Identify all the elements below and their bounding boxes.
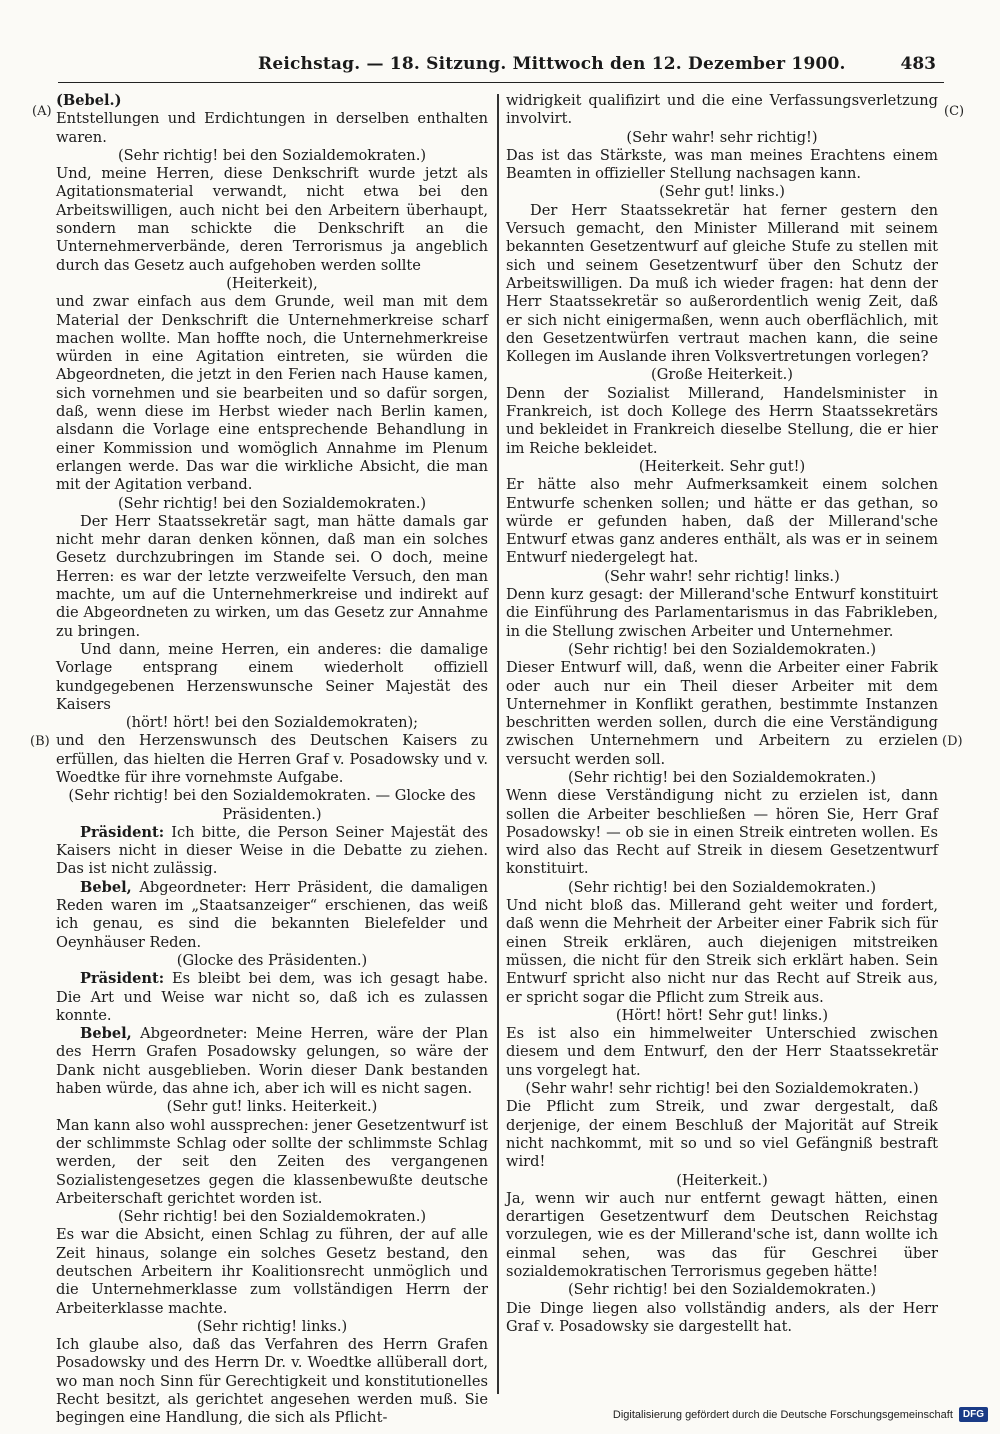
interjection: (Glocke des Präsidenten.) [176, 951, 368, 969]
speech-paragraph [56, 824, 488, 879]
interjection: (Sehr richtig! bei den Sozialdemokraten.) [117, 494, 427, 512]
body-paragraph: Wenn diese Verständigung nicht zu erzielen ist, dann sollen die Arbeiter beschließen — hören Sie, Herr Graf Posadowsky! — ob sie in einen Streik eintreten wollen. Es wird also das Recht auf Streik in diesem Gesetzentwurf konstituirt. [506, 787, 938, 878]
body-paragraph: Und nicht bloß das. Millerand geht weiter und fordert, daß wenn die Mehrheit der Arbeiter einer Fabrik sich für einen Streik erklären, auch diejenigen mitstreiken müssen, die nicht für den Streik sich erklärt haben. Sein Entwurf spricht also nicht nur das Recht auf Streik aus, er spricht sogar die Pflicht zum Streik aus. [506, 897, 938, 1006]
margin-marker-a: (A) [32, 104, 52, 119]
speech-paragraph [56, 1025, 488, 1098]
speech-paragraph [56, 970, 488, 1025]
speaker-tag: (Bebel.) [56, 92, 122, 109]
interjection: (Sehr richtig! bei den Sozialdemokraten.) [567, 768, 877, 786]
body-paragraph: Denn kurz gesagt: der Millerand'sche Entwurf konstituirt die Einführung des Parlamentarismus in das Fabrikleben, in die Stellung zwischen Arbeiter und Unternehmer. [506, 586, 938, 640]
body-paragraph: Ja, wenn wir auch nur entfernt gewagt hätten, einen derartigen Gesetzentwurf dem Deutschen Reichstag vorzulegen, wie es der Millerand'sche ist, dann wollte ich einmal sehen, was das für Geschrei über sozialdemokratischen Terrorismus gegeben hätte! [506, 1189, 938, 1280]
interjection: (Sehr wahr! sehr richtig!) [626, 128, 818, 146]
interjection: (Hört! hört! Sehr gut! links.) [615, 1006, 829, 1024]
interjection: (Heiterkeit. Sehr gut!) [638, 457, 806, 475]
body-paragraph: Die Dinge liegen also vollständig anders, als der Herr Graf v. Posadowsky sie dargestellt hat. [506, 1299, 938, 1335]
body-paragraph: Entstellungen und Erdichtungen in derselben enthalten waren. [56, 110, 488, 146]
body-paragraph: Denn der Sozialist Millerand, Handelsminister in Frankreich, ist doch Kollege des Herrn Staatssekretärs und bekleidet in Frankreich dieselbe Stellung, die er hier im Reiche bekleidet. [506, 384, 938, 457]
interjection: (Sehr richtig! bei den Sozialdemokraten.) [567, 878, 877, 896]
body-paragraph: und den Herzenswunsch des Deutschen Kaisers zu erfüllen, das hielten die Herren Graf v. Posadowsky und v. Woedtke für ihre vornehmste Aufgabe. [56, 732, 488, 786]
footer [613, 1407, 988, 1422]
margin-marker-c: (C) [944, 104, 965, 119]
margin-marker-b: (B) [30, 734, 50, 749]
interjection: (Sehr richtig! links.) [196, 1317, 348, 1335]
margin-marker-d: (D) [942, 734, 963, 749]
body-paragraph: Ich glaube also, daß das Verfahren des Herrn Grafen Posadowsky und des Herrn Dr. v. Woedtke allüberall dort, wo man noch Sinn für Gerechtigkeit und konstitutionelles Recht besitzt, als gerichtet angesehen werden muß. Sie begingen eine Handlung, die sich als Pflicht- [56, 1336, 488, 1427]
body-paragraph: Es war die Absicht, einen Schlag zu führen, der auf alle Zeit hinaus, solange ein solches Gesetz bestand, den deutschen Arbeitern ihr Koalitionsrecht unmöglich und die Unternehmerklasse zum vollständigen Herrn der Arbeiterklasse machte. [56, 1226, 488, 1317]
speaker-name: Bebel, [80, 1025, 132, 1043]
body-paragraph: Das ist das Stärkste, was man meines Erachtens einem Beamten in offizieller Stellung nachsagen kann. [506, 146, 938, 183]
body-paragraph: Und dann, meine Herren, ein anderes: die damalige Vorlage entsprang einem wiederholt offiziell kundgegebenen Herzenswunsche Seiner Majestät des Kaisers [56, 640, 488, 713]
page-number: 483 [900, 54, 936, 74]
body-paragraph: Dieser Entwurf will, daß, wenn die Arbeiter einer Fabrik oder auch nur ein Theil dieser Arbeiter mit dem Unternehmer in Konflikt gerathen, bestimmte Instanzen beschritten werden sollen, durch die eine Verständigung zwischen Unternehmern und Arbeitern zu erzielen versucht werden soll. [506, 659, 938, 768]
left-column [56, 92, 488, 1428]
speech-text: Ich bitte, die Person Seiner Majestät des Kaisers nicht in dieser Weise in die Debatte zu ziehen. Das ist nicht zulässig. [56, 823, 488, 878]
speech-paragraph [56, 879, 488, 952]
right-column [506, 92, 938, 1336]
body-paragraph: widrigkeit qualifizirt und die eine Verfassungsverletzung involvirt. [506, 92, 938, 128]
interjection: (Große Heiterkeit.) [651, 366, 793, 384]
interjection: (Sehr gut! links. Heiterkeit.) [166, 1098, 378, 1116]
footer-credit: Digitalisierung gefördert durch die Deutsche Forschungsgemeinschaft [612, 1408, 953, 1421]
speech-text: Abgeordneter: Meine Herren, wäre der Plan des Herrn Grafen Posadowsky gelungen, so wäre der Dank nicht ausgeblieben. Worin dieser Dank bestanden haben würde, das ahne ich, aber ich will es nicht sagen. [56, 1025, 488, 1098]
speaker-name: Präsident: [80, 823, 165, 841]
body-paragraph: Man kann also wohl aussprechen: jener Gesetzentwurf ist der schlimmste Schlag oder sollte der schlimmste Schlag werden, der seit den Zeiten des vergangenen Sozialistengesetzes gegen die klassenbewußte deutsche Arbeiterschaft gerichtet worden ist. [56, 1116, 488, 1207]
body-paragraph: Der Herr Staatssekretär sagt, man hätte damals gar nicht mehr daran denken können, daß man ein solches Gesetz durchzubringen im Stande sei. O doch, meine Herren: es war der letzte verzweifelte Versuch, den man machte, um auf die Unternehmerkreise und indirekt auf die Abgeordneten zu wirken, um das Gesetz zur Annahme zu bringen. [56, 512, 488, 640]
speech-text: Es bleibt bei dem, was ich gesagt habe. Die Art und Weise war nicht so, daß ich es zulassen konnte. [56, 970, 488, 1024]
interjection: (Sehr wahr! sehr richtig! bei den Sozialdemokraten.) [525, 1080, 919, 1098]
speaker-name: Präsident: [80, 970, 165, 988]
body-paragraph: Der Herr Staatssekretär hat ferner gestern den Versuch gemacht, den Minister Millerand mit seinem bekannten Gesetzentwurf auf gleiche Stufe zu stellen mit sich und seinem Gesetzentwurf über den Schutz der Arbeitswilligen. Da muß ich wieder fragen: hat denn der Herr Staatssekretär so außerordentlich wenig Zeit, daß er sich nicht einigermaßen, wenn auch oberflächlich, mit den Gesetzentwürfen vertraut machen kann, die seine Kollegen im Auslande ihren Volksvertretungen vorlegen? [506, 201, 938, 366]
interjection: (Sehr wahr! sehr richtig! links.) [604, 567, 840, 585]
interjection: (hört! hört! bei den Sozialdemokraten); [125, 714, 419, 732]
body-paragraph: Er hätte also mehr Aufmerksamkeit einem solchen Entwurfe schenken sollen; und hätte er das gethan, so würde er gefunden haben, daß der Millerand'sche Entwurf etwas ganz anderes enthält, als was er in seinem Entwurf niedergelegt hat. [506, 476, 938, 567]
interjection: (Sehr richtig! bei den Sozialdemokraten.) [567, 1281, 877, 1299]
interjection: (Heiterkeit.) [676, 1171, 768, 1189]
interjection: (Sehr richtig! bei den Sozialdemokraten. — Glocke des Präsidenten.) [68, 787, 476, 823]
interjection: (Sehr gut! links.) [659, 183, 785, 201]
body-paragraph: Es ist also ein himmelweiter Unterschied zwischen diesem und dem Entwurf, den der Herr Staatssekretär uns vorgelegt hat. [506, 1025, 938, 1079]
dfg-logo: DFG [959, 1407, 988, 1422]
body-paragraph: Und, meine Herren, diese Denkschrift wurde jetzt als Agitationsmaterial verwandt, nicht etwa bei den Arbeitswilligen, auch nicht bei den Arbeitern überhaupt, sondern man schickte die Denkschrift an die Unternehmerverbände, deren Terrorismus ja angeblich durch das Gesetz auch aufgehoben werden sollte [56, 165, 488, 274]
speaker-name: Bebel, [80, 878, 132, 896]
interjection: (Heiterkeit), [226, 274, 318, 292]
column-divider [497, 94, 499, 1394]
interjection: (Sehr richtig! bei den Sozialdemokraten.) [117, 146, 427, 164]
interjection: (Sehr richtig! bei den Sozialdemokraten.) [117, 1208, 427, 1226]
speech-text: Abgeordneter: Herr Präsident, die damaligen Reden waren im „Staatsanzeiger“ erschienen, das weiß ich genau, es sind die bekannten Bielefelder und Oeynhäuser Reden. [56, 878, 488, 951]
interjection: (Sehr richtig! bei den Sozialdemokraten.) [567, 640, 877, 658]
header-title: Reichstag. — 18. Sitzung. Mittwoch den 12. Dezember 1900. [258, 54, 846, 74]
running-header [58, 54, 944, 83]
body-paragraph: Die Pflicht zum Streik, und zwar dergestalt, daß derjenige, der einem Beschluß der Majorität auf Streik nicht nachkommt, mit so und so viel Gefängniß bestraft wird! [506, 1098, 938, 1171]
body-paragraph: und zwar einfach aus dem Grunde, weil man mit dem Material der Denkschrift die Unternehmerkreise scharf machen wollte. Man hoffte noch, die Unternehmerkreise würden in eine Agitation eintreten, sie würden die Abgeordneten, die jetzt in den Ferien nach Hause kamen, sich vornehmen und sie bearbeiten und so dafür sorgen, daß, wenn diese im Herbst wieder nach Berlin kamen, alsdann die Vorlage eine entsprechende Behandlung in einer Kommission und womöglich Annahme im Plenum erlangen werde. Das war die wirkliche Absicht, die man mit der Agitation verband. [56, 293, 488, 494]
